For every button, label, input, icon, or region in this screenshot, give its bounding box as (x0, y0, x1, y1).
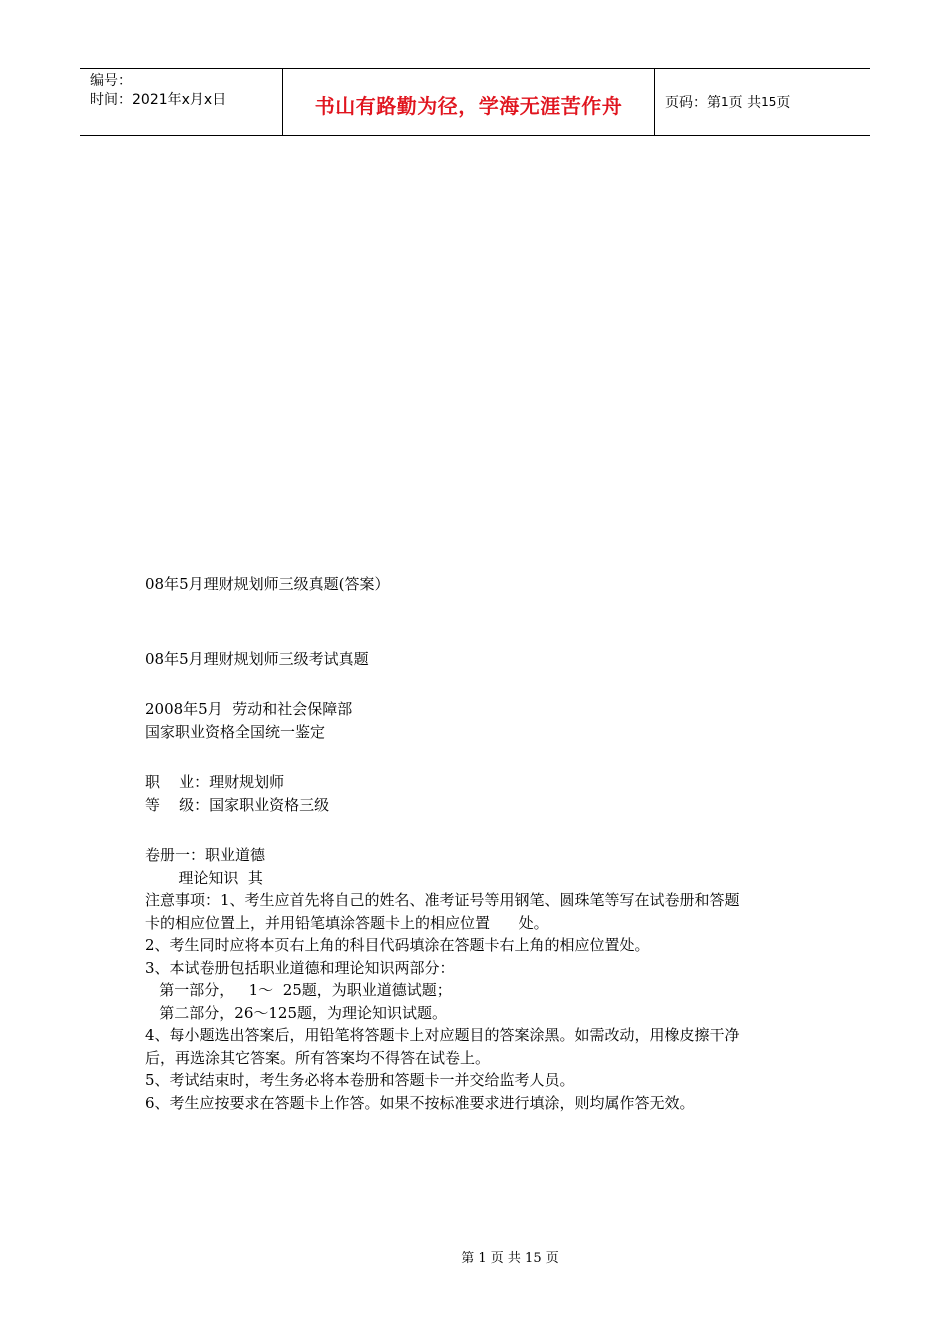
header-page-info (655, 69, 870, 135)
page-label-mid: 页 共 (728, 95, 762, 111)
document-header (80, 68, 870, 136)
volume-line: 卷册一：职业道德 (145, 846, 266, 864)
note-line: 注意事项：1、考生应首先将自己的姓名、准考证号等用钢笔、圆珠笔等写在试卷册和答题 (145, 891, 740, 909)
exam-appraisal: 国家职业资格全国统一鉴定 (145, 722, 326, 741)
level-line: 等 级：国家职业资格三级 (145, 795, 330, 814)
document-title: 08年5月理财规划师三级真题(答案） (145, 575, 390, 593)
header-meta (80, 69, 282, 135)
page-current: 1 (721, 95, 729, 109)
note-line: 卡的相应位置上，并用铅笔填涂答题卡上的相应位置 处。 (145, 913, 549, 932)
page-label-suffix: 页 (776, 95, 791, 111)
page-footer: 第 1 页 共 15 页 (461, 1251, 559, 1266)
occupation-line: 职 业：理财规划师 (145, 773, 285, 791)
note-line: 4、每小题选出答案后，用铅笔将答题卡上对应题目的答案涂黑。如需改动，用橡皮擦干净 (145, 1026, 740, 1044)
note-line: 3、本试卷册包括职业道德和理论知识两部分： (145, 958, 455, 977)
document-body (145, 573, 825, 1114)
page-total: 15 (761, 95, 777, 109)
note-line: 第二部分，26～125题，为理论知识试题。 (145, 1003, 448, 1022)
exam-title: 08年5月理财规划师三级考试真题 (145, 649, 369, 668)
header-motto-cell (282, 69, 655, 135)
exam-date-org: 2008年5月 劳动和社会保障部 (145, 700, 353, 718)
note-line: 第一部分， 1～ 25题，为职业道德试题； (145, 981, 452, 999)
theory-line: 理论知识 其 (145, 868, 263, 887)
document-time-label: 时间：2021年x月x日 (90, 92, 227, 108)
page-label-prefix: 页码：第 (665, 95, 721, 111)
note-line: 6、考生应按要求在答题卡上作答。如果不按标准要求进行填涂，则均属作答无效。 (145, 1093, 695, 1112)
document-number-label: 编号： (90, 73, 132, 89)
motto-text: 书山有路勤为径，学海无涯苦作舟 (314, 93, 623, 118)
note-line: 后，再选涂其它答案。所有答案均不得答在试卷上。 (145, 1048, 491, 1067)
note-line: 5、考试结束时，考生务必将本卷册和答题卡一并交给监考人员。 (145, 1071, 575, 1089)
note-line: 2、考生同时应将本页右上角的科目代码填涂在答题卡右上角的相应位置处。 (145, 936, 650, 954)
